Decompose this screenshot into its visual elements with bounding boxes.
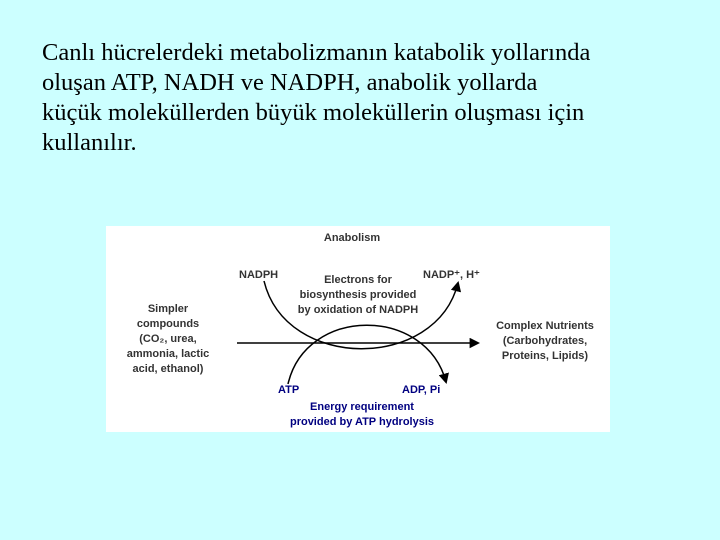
left-label-line: (CO₂, urea, bbox=[139, 333, 197, 345]
top-note-line: biosynthesis provided bbox=[299, 289, 417, 301]
right-label-line: Proteins, Lipids) bbox=[501, 350, 589, 362]
top-left-label: NADPH bbox=[239, 269, 279, 281]
left-label-line: ammonia, lactic bbox=[126, 348, 210, 360]
left-label-line: compounds bbox=[136, 318, 200, 330]
bottom-left-label: ATP bbox=[278, 384, 300, 396]
anabolism-diagram bbox=[106, 226, 610, 432]
diagram-title: Anabolism bbox=[323, 232, 381, 244]
paragraph-line: küçük moleküllerden büyük moleküllerin oluşması için bbox=[42, 99, 585, 126]
bottom-right-label: ADP, Pi bbox=[402, 384, 441, 396]
top-note-line: Electrons for bbox=[324, 274, 392, 286]
paragraph-line: Canlı hücrelerdeki metabolizmanın katabolik yollarında bbox=[42, 39, 591, 66]
right-label-line: (Carbohydrates, bbox=[502, 335, 588, 347]
right-label-line: Complex Nutrients bbox=[496, 320, 594, 332]
top-note-line: by oxidation of NADPH bbox=[297, 304, 419, 316]
left-label-line: acid, ethanol) bbox=[132, 363, 204, 375]
paragraph-line: kullanılır. bbox=[42, 129, 137, 156]
paragraph-line: oluşan ATP, NADH ve NADPH, anabolik yollarda bbox=[42, 69, 538, 96]
bottom-note-line: provided by ATP hydrolysis bbox=[289, 416, 435, 428]
bottom-curve-arrow bbox=[288, 325, 446, 384]
bottom-note-line: Energy requirement bbox=[310, 401, 414, 413]
slide-paragraph bbox=[42, 38, 692, 158]
left-label-line: Simpler bbox=[147, 303, 189, 315]
top-right-label: NADP⁺, H⁺ bbox=[423, 269, 480, 281]
